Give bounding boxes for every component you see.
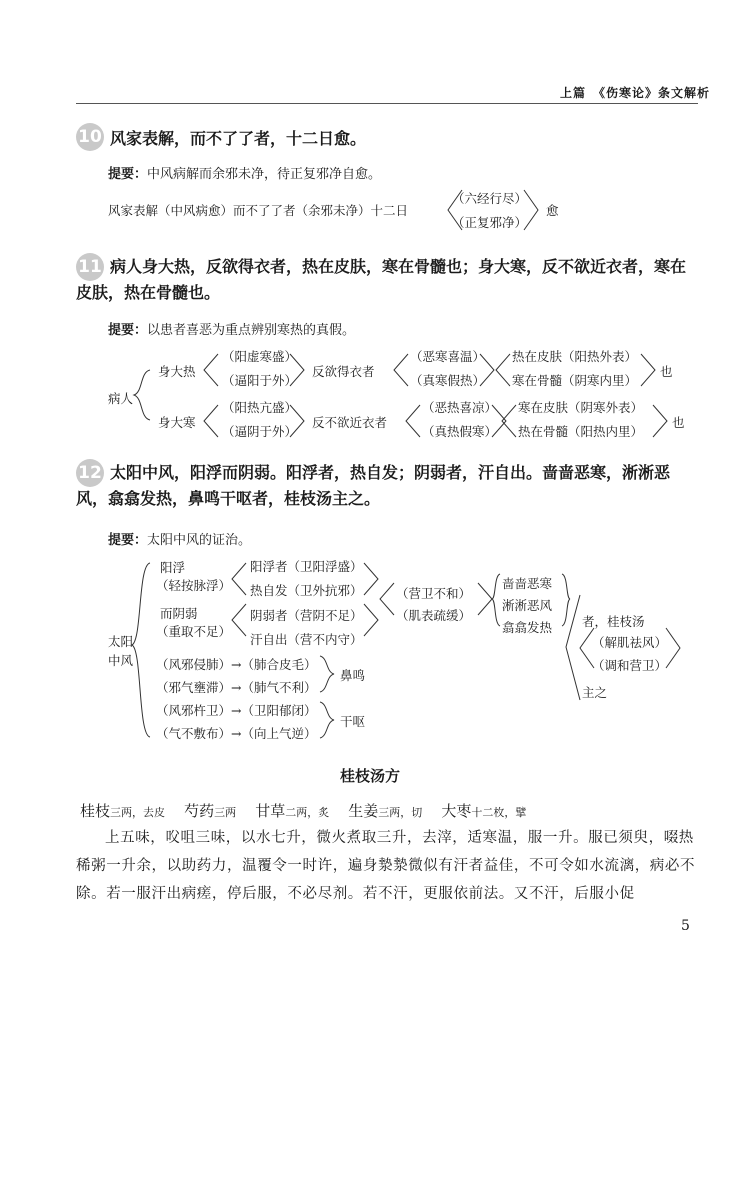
ingredient: 生姜三两，切 [348, 802, 423, 820]
diagram-branch-2: （正复邪净） [452, 215, 528, 230]
diagram-r2-e2: 热在骨髓（阳热内里） [518, 424, 644, 439]
summary-label: 提要： [108, 533, 148, 548]
summary-text: 中风病解而余邪未净，待正复邪净自愈。 [147, 167, 382, 182]
diagram-formula-end: 主之 [582, 685, 608, 700]
diagram-symptom-2: 淅淅恶风 [502, 598, 553, 613]
diagram-main-text: 风家表解（中风病愈）而不了了者（余邪未净）十二日 [108, 203, 409, 218]
diagram-yinruo: 而阴弱 [160, 606, 198, 621]
diagram-p2-result: 干呕 [340, 714, 366, 729]
diagram-symptom-3: 翕翕发热 [502, 620, 553, 635]
diagram-symptom-1: 啬啬恶寒 [502, 576, 553, 591]
diagram-formula-action-1: （解肌祛风） [592, 635, 668, 650]
diagram-r2-d2: （真热假寒） [422, 424, 498, 439]
diagram-l1: 阳浮者（卫阳浮盛） [250, 559, 363, 574]
summary-label: 提要： [108, 167, 148, 182]
page-number: 5 [681, 918, 690, 934]
diagram-root: 病人 [108, 391, 134, 406]
clause-number-badge: 10 [76, 123, 104, 151]
clause-number-badge: 11 [76, 253, 104, 281]
ingredient: 甘草二两，炙 [255, 802, 330, 820]
diagram-l2: 热自发（卫外抗邪） [250, 583, 363, 598]
formula-title: 桂枝汤方 [340, 767, 401, 785]
formula-ingredients [80, 800, 526, 821]
diagram-r2-b1: （阳热亢盛） [222, 400, 298, 415]
running-header: 上篇 《伤寒论》条文解析 [560, 86, 711, 100]
diagram-yinruo-note: （重取不足） [156, 624, 232, 639]
diagram-branch-1: （六经行尽） [452, 191, 528, 206]
diagram-root-1: 太阳 [108, 634, 134, 649]
diagram-m2: （肌表疏缓） [396, 608, 472, 623]
clause-11-text: 病人身大热，反欲得衣者，热在皮肤，寒在骨髓也；身大寒，反不欲近衣者，寒在皮肤，热在骨髓也。 [76, 257, 687, 302]
diagram-r1-b1: （阳虚寒盛） [222, 349, 298, 364]
diagram-p1b: （邪气壅滞）→（肺气不利） [156, 680, 317, 695]
diagram-r2-cause: 身大寒 [158, 415, 196, 430]
diagram-formula-name: 者，桂枝汤 [582, 614, 645, 629]
diagram-r1-d1: （恶寒喜温） [410, 349, 486, 364]
diagram-result: 愈 [546, 203, 559, 218]
diagram-r1-end: 也 [660, 364, 673, 379]
diagram-r1-e2: 寒在骨髓（阴寒内里） [512, 373, 638, 388]
ingredient: 大枣十二枚，擘 [441, 802, 527, 820]
diagram-r2-e1: 寒在皮肤（阴寒外表） [518, 400, 644, 415]
diagram-r1-e1: 热在皮肤（阳热外表） [512, 349, 638, 364]
diagram-r2-d1: （恶热喜凉） [422, 400, 498, 415]
diagram-r1-cause: 身大热 [158, 364, 196, 379]
diagram-r1-b2: （逼阳于外） [222, 373, 298, 388]
ingredient: 芍药三两 [184, 802, 237, 820]
summary-text: 太阳中风的证治。 [147, 533, 252, 548]
diagram-p2a: （风邪杵卫）→（卫阳郁闭） [156, 703, 317, 718]
diagram-r1-d2: （真寒假热） [410, 373, 486, 388]
diagram-r2-sign: 反不欲近衣者 [312, 415, 388, 430]
diagram-yangfu: 阳浮 [160, 560, 186, 575]
diagram-formula-action-2: （调和营卫） [592, 658, 668, 673]
summary-text: 以患者喜恶为重点辨别寒热的真假。 [147, 323, 356, 338]
diagram-p1-result: 鼻鸣 [340, 668, 366, 683]
diagram-r2-b2: （逼阴于外） [222, 424, 298, 439]
clause-12-text: 太阳中风，阳浮而阴弱。阳浮者，热自发；阴弱者，汗自出。啬啬恶寒，淅淅恶风，翕翕发热，鼻鸣干呕者，桂枝汤主之。 [76, 463, 671, 508]
clause-10-text: 风家表解，而不了了者，十二日愈。 [110, 129, 367, 148]
diagram-p2b: （气不敷布）→（向上气逆） [156, 726, 317, 741]
diagram-l3: 阴弱者（营阴不足） [250, 608, 363, 623]
diagram-yangfu-note: （轻按脉浮） [156, 578, 232, 593]
diagram-m1: （营卫不和） [396, 586, 472, 601]
ingredient: 桂枝三两，去皮 [80, 802, 166, 820]
diagram-r2-end: 也 [672, 415, 685, 430]
diagram-r1-sign: 反欲得衣者 [312, 364, 375, 379]
diagram-p1a: （风邪侵肺）→（肺合皮毛） [156, 657, 317, 672]
clause-number-badge: 12 [76, 459, 104, 487]
summary-label: 提要： [108, 323, 148, 338]
diagram-root-2: 中风 [108, 653, 134, 668]
formula-instructions: 上五味，㕮咀三味，以水七升，微火煮取三升，去滓，适寒温，服一升。服已须臾，啜热稀粥一升余，以助药力，温覆令一时许，遍身漐漐微似有汗者益佳，不可令如水流漓，病必不除。若一服汗出病瘥，停后服，不必尽剂。若不汗，更服依前法。又不汗，后服小促 [76, 830, 696, 902]
diagram-l4: 汗自出（营不内守） [250, 632, 363, 647]
